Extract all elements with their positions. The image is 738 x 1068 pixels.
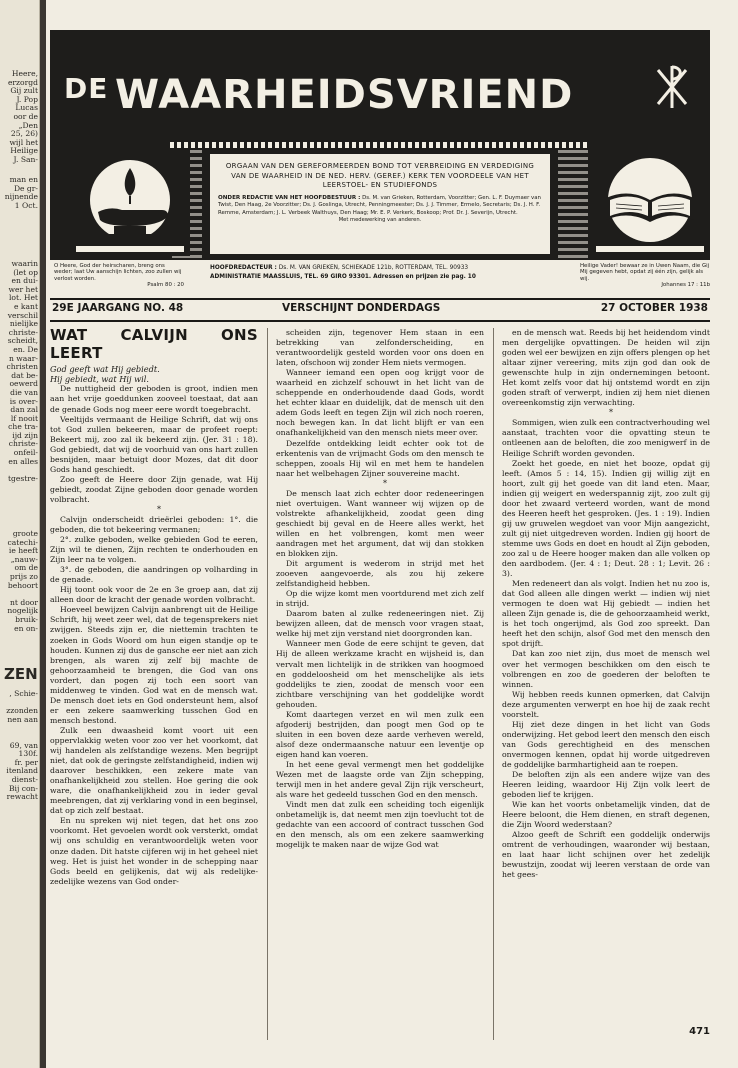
decorative-pillar — [558, 148, 588, 258]
newspaper-page — [50, 30, 710, 1040]
masthead-info-panel — [210, 154, 550, 254]
administration: ADMINISTRATIE MAASSLUIS, TEL. 69 GIRO 93301. Adressen en prijzen zie pag. 10 — [210, 274, 476, 280]
issue-rule — [50, 320, 710, 322]
previous-page-strip — [0, 0, 40, 1068]
issue-line — [52, 302, 708, 318]
section-divider: * — [609, 408, 613, 418]
column-1 — [50, 328, 258, 1040]
article-paragraph: Hoeveel bewijzen Calvijn aanbrengt uit de Heilige Schrift, hij weet zeer wel, dat de tegensprekers niet zwijgen. Steeds zijn er, die niettemin trachten te zoeken in Gods Woord om hun eigen standje op te houden. Kunnen zij dus de gansche eer niet aan zich brengen, als waren zij zelf bij machte de gehoorzaamheid te brengen, die God van ons vordert, dan pogen zij toch een soort van middenweg te vinden. God wat en de mensch wat. De mensch doet iets en God ondersteunt hem, alsof er een zekere saamwerking tusschen God en mensch bestond. — [50, 605, 258, 725]
article-paragraph: 2°. zulke geboden, welke gebieden God te eeren, Zijn wil te dienen, Zijn rechten te onderhouden en Zijn leer na te volgen. — [50, 535, 258, 565]
column-body — [276, 328, 484, 850]
chief-editor-label: HOOFDREDACTEUR : — [210, 265, 277, 271]
title-prefix: DE — [64, 72, 109, 105]
prev-page-heading: ZEN — [4, 665, 38, 683]
quote-left — [54, 263, 184, 289]
article-paragraph: Alzoo geeft de Schrift een goddelijk onderwijs omtrent de verhoudingen, waaronder wij bestaan, en laat haar licht schijnen over het zedelijk bewustzijn, zoodat wij leeren verstaan de orde van het gees- — [502, 830, 710, 880]
prev-page-text: Heere, erzorgd Gij zult J. Pop Lucas oor de „Den 25, 26) wijl het Heilige J. San- — [7, 69, 38, 164]
article-paragraph: De nuttigheid der geboden is groot, indien men aan het vrije goeddunken zooveel toestaat, dat aan de genade Gods nog meer eere wordt toegebracht. — [50, 384, 258, 414]
issue-date: 27 OCTOBER 1938 — [600, 302, 708, 314]
editorial-board — [218, 195, 542, 217]
masthead-footer — [50, 260, 710, 298]
article-paragraph: Dit argument is wederom in strijd met het zooeven aangevoerde, als zou hij zekere zelfstandigheid hebben. — [276, 559, 484, 589]
open-bible-icon — [590, 150, 710, 256]
article-paragraph: Hij toont ook voor de 2e en 3e groep aan, dat zij alleen door de kracht der genade worden volbracht. — [50, 585, 258, 605]
article-paragraph: Wij hebben reeds kunnen opmerken, dat Calvijn deze argumenten verwerpt en hoe hij de zaak recht voorstelt. — [502, 689, 710, 719]
masthead-title — [64, 72, 624, 118]
prev-page-text: waarin (let op en dui- wer het lot. Het e kant verschil nielijke christe- scheidt, en. De n waar- christen dat be- oewerd die van is over- dan zal lf nooit che tra- ijd zijn christe- onfeil- en alles tgestre- — [6, 259, 38, 483]
column-2 — [276, 328, 484, 1040]
quote-right-text: Heilige Vader! bewaar ze in Uwen Naam, die Gij Mij gegeven hebt, opdat zij één zijn, gelijk als wij. — [580, 263, 710, 282]
chi-rho-icon — [652, 64, 692, 108]
editorial-board-names: Ds. M. van Grieken, Rotterdam, Voorzitter; Gen. L. F. Duymaer van Twist, Den Haag, 2e Voorzitter; Ds. J. Goslinga, Utrecht, Penningmeester; Ds. J. J. Timmer, Ermelo, Secretaris; Ds. J. H. F. Remme, Amsterdam; J. L. Verbeek Walthuys, Den Haag; Mr. E. P. Verkerk, Boskoop; Prof. Dr. J. Severijn, Utrecht. — [218, 194, 541, 216]
column-3 — [502, 328, 710, 1040]
prev-page-text: , Schie- zzonden nen aan 69, van 130f. fr. per itenland dienst- Bij con- rewacht — [6, 689, 38, 802]
chief-editor: Ds. M. VAN GRIEKEN, SCHIEKADE 121b, ROTTERDAM, TEL. 90933 — [278, 265, 469, 271]
article-paragraph: en de mensch wat. Reeds bij het heidendom vindt men dergelijke opvattingen. De heiden wil zijn goden wel eer bewijzen en zijn offers plengen op het altaar zijner vereering, mits zijn god dan ook de gewenschte hulp in zijn ondernemingen betoont. Het komt zelfs voor dat hij ontstemd wordt en zijn goden straft of verwerpt, indien zij hem niet dienen overeenkomstig zijn verwachting. — [502, 328, 710, 408]
publication-schedule: VERSCHIJNT DONDERDAGS — [282, 302, 441, 314]
article-paragraph: Sommigen, wien zulk een contractverhouding wel aanstaat, trachten voor die opvatting steun te ontleenen aan de beloften, die zoo menigwerf in de Heilige Schrift worden gevonden. — [502, 418, 710, 458]
article-title: WAT CALVIJN ONS LEERT — [50, 328, 258, 362]
article-paragraph: Calvijn onderscheidt drieërlei geboden: 1°. die geboden, die tot bekeering vermanen; — [50, 514, 258, 535]
article-paragraph: Dat kan zoo niet zijn, dus moet de mensch wel over het vermogen beschikken om den eisch te volbrengen en zoo de goederen der beloften te winnen. — [502, 649, 710, 689]
top-rule — [50, 298, 710, 300]
article-paragraph: En nu spreken wij niet tegen, dat het ons zoo voorkomt. Het gevoelen wordt ook versterkt, omdat wij ons schuldig en verantwoordelijk weten voor onze daden. Dit hatste cijferen wij in het geheel niet weg. Het is juist het wonder in de schepping naar Gods beeld en gelijkenis, dat wij als redelijke-zedelijke wezens van God onder- — [50, 816, 258, 886]
quote-right — [580, 263, 710, 289]
column-divider — [493, 328, 494, 1040]
oil-lamp-icon — [70, 150, 190, 256]
article-paragraph: Vindt men dat zulk een scheiding toch eigenlijk onbetamelijk is, dat neemt men zijn toevlucht tot de gedachte van een accoord of contract tusschen God en den mensch, als om een zekere saamwerking mogelijk te maken naar de wijze God wat — [276, 800, 484, 850]
section-divider: * — [157, 504, 161, 514]
title-main: WAARHEIDSVRIEND — [114, 72, 574, 118]
article-paragraph: Hij ziet deze dingen in het licht van Gods onderwijzing. Het gebod leert den mensch den eisch van Gods gerechtigheid en des menschen onvermogen kennen, opdat hij worde uitgedreven de goddelijke barmhartigheid aan te roepen. — [502, 719, 710, 769]
article-paragraph: Men redeneert dan als volgt. Indien het nu zoo is, dat God alleen alle dingen werkt — indien wij niet vermogen te doen wat Hij gebiedt — indien het alleen Zijn genade is, die de gehoorzaamheid werkt, is het toch ongerijmd, als God zoo spreekt. Dan heeft het den schijn, alsof God met den mensch den spot drijft. — [502, 579, 710, 649]
article-paragraph: Wanneer men Gode de eere schijnt te geven, dat Hij de alleen werkzame kracht en wijsheid is, dan vervalt men lichtelijk in de strikken van hoogmoed en goddeloosheid om het menschelijke als iets goddelijks te zien, zoodat de mensch voor een zichtbare verschijning van het goddelijke wordt gehouden. — [276, 639, 484, 709]
article-paragraph: Veeltijds vermaant de Heilige Schrift, dat wij ons tot God zullen bekeeren, maar de profeet roept: Bekeert mij, zoo zal ik bekeerd zijn. (Jer. 31 : 18). God gebiedt, dat wij de voorhuid van ons hart zullen besnijden, maar betuigt door Mozes, dat dit door Gods hand geschiedt. — [50, 414, 258, 474]
page-number: 471 — [689, 1026, 710, 1037]
article-subtitle: God geeft wat Hij gebiedt. — [50, 364, 160, 374]
organ-text: ORGAAN VAN DEN GEREFORMEERDEN BOND TOT VERBREIDING EN VERDEDIGING VAN DE WAARHEID IN DE NED. HERV. (GEREF.) KERK TEN VOORDEELE VAN HET LEERSTOEL- EN STUDIEFONDS — [225, 162, 535, 190]
article-paragraph: Wanneer iemand een open oog krijgt voor de waarheid en zichzelf schouwt in het licht van de scheppende en onderhoudende daad Gods, wordt het echter klaar en duidelijk, dat de mensch uit den adem Gods leeft en tegen Zijn wil zich noch roeren, noch bewegen kan. In dat licht blijft er van een onafhankelijkheid van den mensch niets meer over. — [276, 368, 484, 438]
article-paragraph: Zoo geeft de Heere door Zijn genade, wat Hij gebiedt, zoodat Zijne geboden door genade worden volbracht. — [50, 474, 258, 504]
quote-right-reference: Johannes 17 : 11b — [661, 282, 710, 289]
article-paragraph: scheiden zijn, tegenover Hem staan in een betrekking van zelfonderscheiding, en verantwoordelijk gesteld worden voor ons doen en laten, ofschoon wij zonder Hem niets vermogen. — [276, 328, 484, 368]
quote-left-text: O Heere, God der heirscharen, breng ons weder; laat Uw aanschijn lichten, zoo zullen wij verlost worden. — [54, 263, 182, 282]
article-paragraph: Zoekt het goede, en niet het booze, opdat gij leeft. (Amos 5 : 14, 15). Indien gij willig zijt en hoort, zult gij het goede van dit land eten. Maar, indien gij weigert en wederspannig zijt, zoo zult gij door het zwaard verteerd worden, want de mond des Heeren heeft het gesproken. (Jes. 1 : 19). Indien gij uw gruwelen wegdoet van voor Mijn aangezicht, zult gij niet uitgedreven worden. Indien gij hoort de stemme uws Gods en doet en houdt al Zijn geboden, zoo zal u de Heere hooger maken dan alle volken op den aardbodem. (Jer. 4 : 1; Deut. 28 : 1; Levit. 26 : 3). — [502, 458, 710, 579]
article-paragraph: Zulk een dwaasheid komt voort uit een oppervlakkig weten voor zoo ver het voorkomt, dat wij handelen als zelfstandige wezens. Men begrijpt niet, dat ook de geringste zelfstandigheid, indien wij daarover beschikken, een zekere mate van onafhankelijkheid zou stellen. Hoe gering die ook ware, die onafhankelijkheid zou in ieder geval meebrengen, dat zij verklaring vond in een beginsel, dat op zich zelf bestaat. — [50, 725, 258, 816]
prev-page-text: groote catechi- ie heeft „nauw- om de prijs zo behoort nt door nogelijk bruik- en on- — [7, 529, 38, 633]
collaboration-note: Met medewerking van anderen. — [338, 217, 422, 223]
editorial-board-label: ONDER REDACTIE VAN HET HOOFDBESTUUR : — [218, 194, 361, 201]
article-paragraph: 3°. de geboden, die aandringen op volharding in de genade. — [50, 565, 258, 585]
article-paragraph: Dezelfde ontdekking leidt echter ook tot de erkentenis van de vrijmacht Gods om den mensch te scheppen, zooals Hij wil en met hem te handelen naar het welbehagen Zijner souvereine macht. — [276, 438, 484, 478]
binding-shadow — [40, 0, 46, 1068]
column-body — [502, 328, 710, 881]
article-paragraph: De beloften zijn als een andere wijze van des Heeren leiding, waardoor Hij Zijn volk leert de geboden lief te krijgen. — [502, 770, 710, 800]
article-paragraph: Daarom baten al zulke redeneeringen niet. Zij bewijzen alleen, dat de mensch voor vragen staat, welke hij met zijn verstand niet doorgronden kan. — [276, 609, 484, 639]
quote-left-reference: Psalm 80 : 20 — [147, 282, 184, 289]
decorative-stripe — [170, 142, 590, 148]
masthead — [50, 30, 710, 260]
volume-number: 29E JAARGANG NO. 48 — [52, 302, 184, 314]
prev-page-text: man en De gr- nijnende 1 Oct. — [4, 175, 38, 210]
section-divider: * — [383, 478, 387, 488]
article-subtitle: Hij gebiedt, wat Hij wil. — [50, 374, 149, 385]
article-paragraph: Wie kan het voorts onbetamelijk vinden, dat de Heere beloont, die Hem dienen, en straft degenen, die Zijn Woord wederstaan? — [502, 800, 710, 830]
column-divider — [267, 328, 268, 1040]
column-body — [50, 384, 258, 886]
article-paragraph: Komt daartegen verzet en wil men zulk een afgoderij bestrijden, dan poogt men God op te sluiten in een boven deze aarde verheven wereld, alsof deze ondermaansche natuur een leventje op eigen hand kan voeren. — [276, 709, 484, 759]
article-paragraph: In het eene geval vermengt men het goddelijke Wezen met de laagste orde van Zijn schepping, terwijl men in het andere geval Zijn rijk verscheurt, als ware het gedeeld tusschen God en den mensch. — [276, 759, 484, 800]
article-paragraph: Op die wijze komt men voortdurend met zich zelf in strijd. — [276, 589, 484, 609]
article-paragraph: De mensch laat zich echter door redeneeringen niet overtuigen. Want wanneer wij wijzen op de volstrekte afhankelijkheid, zoodat geen ding geschiedt bij geval en de Heere alles werkt, het willen en het volbrengen, komt men weer aandragen met het argument, dat wij dan stokken en blokken zijn. — [276, 488, 484, 558]
chief-editor-block — [210, 264, 550, 282]
